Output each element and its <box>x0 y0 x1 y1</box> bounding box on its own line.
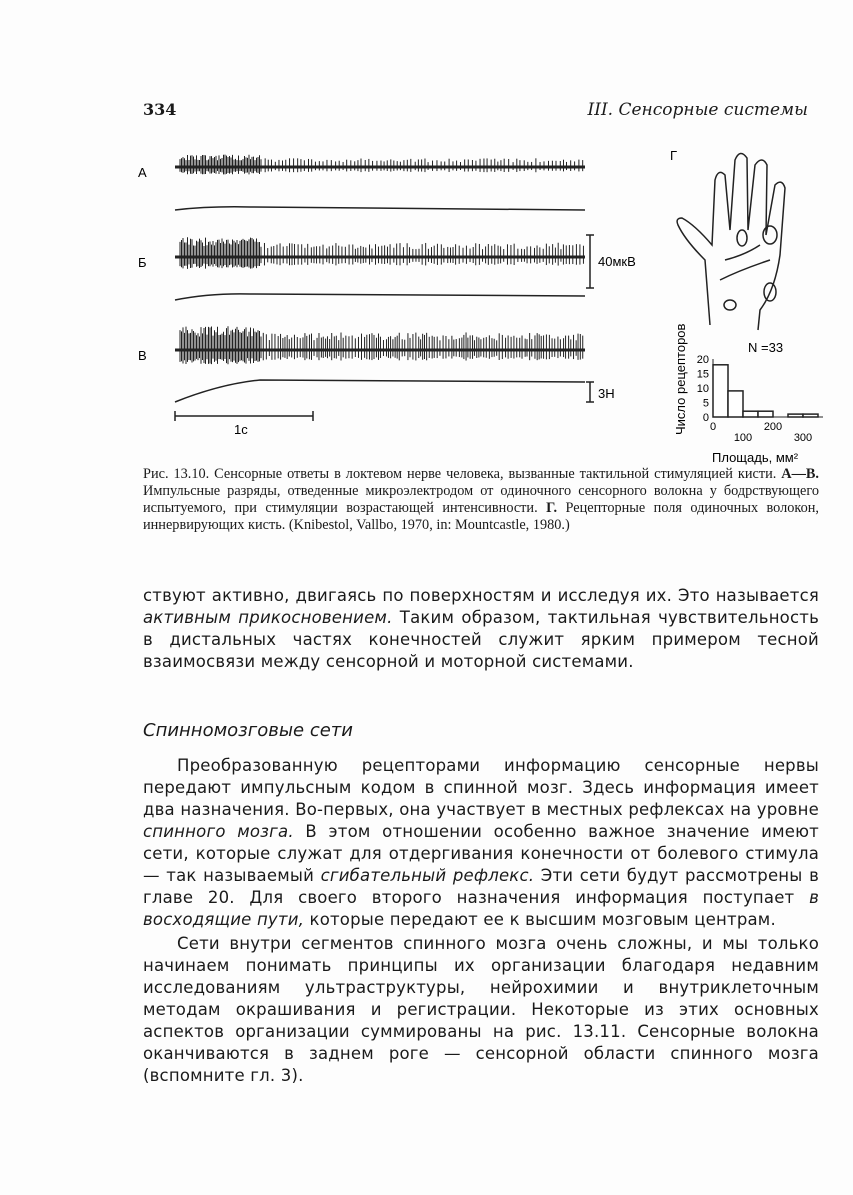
text: В этом отношении особенно важное значение имеют сети, которые служат для отдергивания конечности от болевого стимула — так называемый <box>143 822 819 885</box>
stimulus-trace-b <box>175 294 585 300</box>
trace-label-a: А <box>138 165 147 180</box>
x-tick-label: 0 <box>709 421 717 433</box>
histogram-title: N =33 <box>748 340 784 355</box>
x-tick-label: 200 <box>763 421 783 433</box>
paragraph-2 <box>143 755 819 1087</box>
voltage-scale-label: 40мкВ <box>598 254 636 269</box>
caption-bold: Г. <box>546 500 558 516</box>
emphasis: сгибательный рефлекс. <box>320 866 535 885</box>
text: Эти сети будут рассмотрены в главе 20. Для своего второго назначения информация поступает <box>143 866 819 907</box>
histogram-bar <box>758 411 773 417</box>
force-scale-bar <box>586 382 594 402</box>
caption-text: Импульсные разряды, отведенные микроэлектродом от одиночного сенсорного волокна у бодрствующего испытуемого, при стимуляции возрастающей интенсивности. <box>143 483 819 516</box>
histogram-xlabel: Площадь, мм² <box>712 450 799 465</box>
y-tick-label: 20 <box>696 354 709 366</box>
force-scale-label: 3Н <box>598 386 615 401</box>
paragraph-3: Сети внутри сегментов спинного мозга очень сложны, и мы только начинаем понимать принципы их организации благодаря недавним исследованиям ультраструктуры, нейрохимии и внутриклеточным методам окрашивания и регистрации. Некоторые из этих основных аспектов организации суммированы на рис. 13.11. Сенсорные волокна оканчиваются в заднем роге — сенсорной области спинного мозга (вспомните гл. 3). <box>143 934 819 1085</box>
histogram-bar <box>788 414 803 417</box>
emphasis: в восходящие пути, <box>143 888 819 929</box>
receptive-field-histogram <box>697 354 823 444</box>
emphasis: спинного мозга. <box>143 822 294 841</box>
text: Таким образом, тактильная чувствительность в дистальных частях конечностей служит ярким примером тесной взаимосвязи между сенсорной и моторной системами. <box>143 608 819 671</box>
histogram-bar <box>728 391 743 417</box>
time-scale-bar <box>175 411 313 421</box>
paragraph-1 <box>143 585 819 673</box>
x-tick-label: 300 <box>793 432 813 444</box>
hand-outline-drawing <box>677 153 785 330</box>
histogram-ylabel: Число рецепторов <box>673 323 688 435</box>
histogram-bar <box>803 414 818 417</box>
caption-bold: А—В. <box>781 466 819 482</box>
stimulus-trace-v <box>175 380 585 402</box>
text: Преобразованную рецепторами информацию сенсорные нервы передают импульсным кодом в спинной мозг. Здесь информация имеет два назначения. Во-первых, она участвует в местных рефлексах на уровне <box>143 756 819 819</box>
section-title: Спинномозговые сети <box>143 720 353 741</box>
trace-label-b: Б <box>138 255 147 270</box>
histogram-bar <box>713 365 728 417</box>
text: ствуют активно, двигаясь по поверхностям и исследуя их. Это называется <box>143 586 819 605</box>
stimulus-trace-a <box>175 207 585 210</box>
caption-text: Рис. 13.10. Сенсорные ответы в локтевом нерве человека, вызванные тактильной стимуляцией кисти. <box>143 466 782 482</box>
y-tick-label: 5 <box>702 397 709 410</box>
y-tick-label: 10 <box>696 383 709 395</box>
text: которые передают ее к высшим мозговым центрам. <box>304 910 776 929</box>
figure-caption <box>143 466 819 534</box>
emphasis: активным прикосновением. <box>143 608 393 627</box>
figure-13-10 <box>130 140 830 480</box>
page-number: 334 <box>143 100 177 119</box>
caption-text: Рецепторные поля одиночных волокон, иннервирующих кисть. (Knibestol, Vallbo, 1970, in: Mountcastle, 1980.) <box>143 500 819 533</box>
y-tick-label: 0 <box>702 412 709 424</box>
running-title: III. Сенсорные системы <box>587 100 808 120</box>
time-scale-label: 1с <box>234 422 248 437</box>
spike-traces <box>175 155 585 365</box>
trace-label-v: В <box>138 348 147 363</box>
x-tick-label: 100 <box>733 432 753 444</box>
histogram-bar <box>743 411 758 417</box>
panel-g-label: Г <box>670 148 678 163</box>
voltage-scale-bar <box>586 235 594 288</box>
y-tick-label: 15 <box>696 368 709 381</box>
